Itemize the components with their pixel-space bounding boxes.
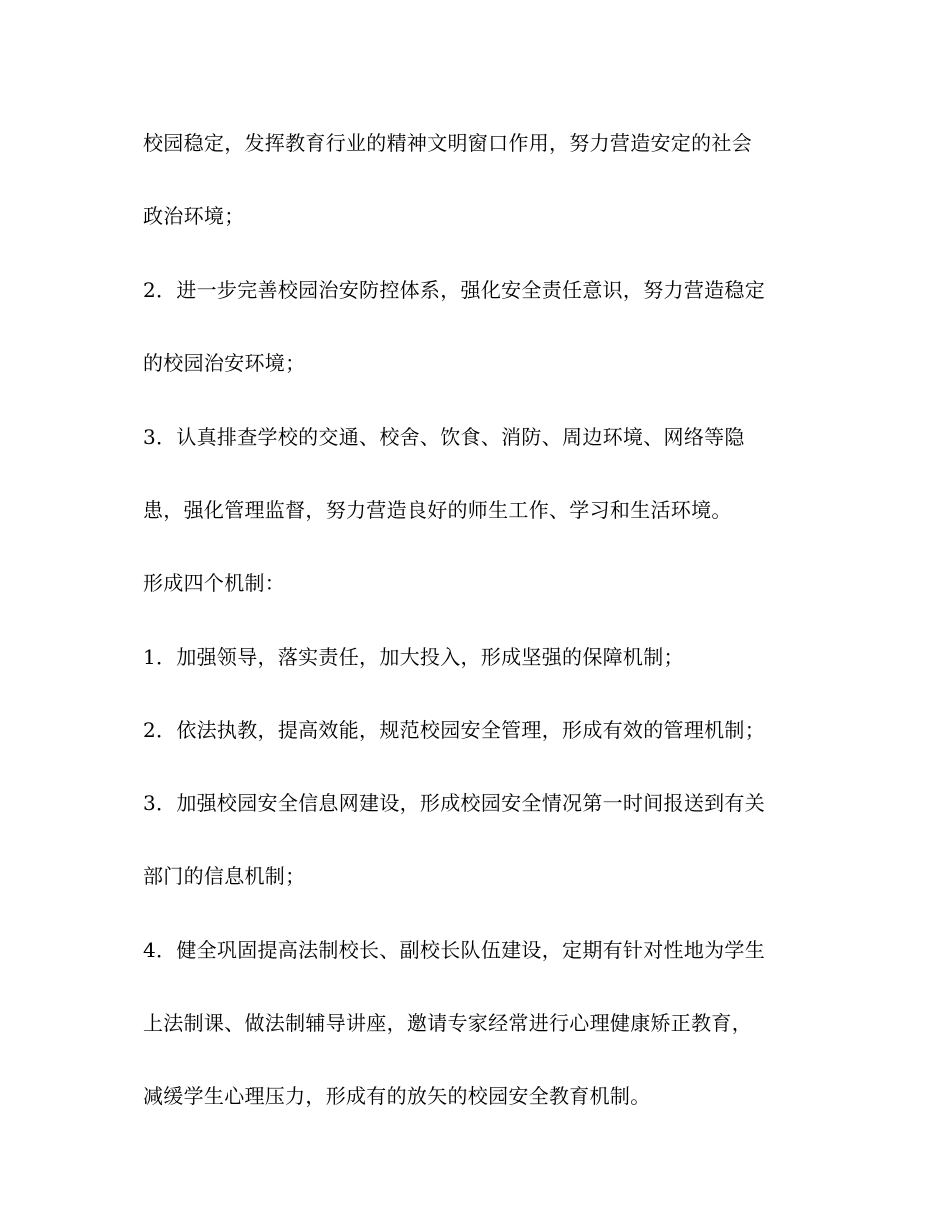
text-line: 患，强化管理监督，努力营造良好的师生工作、学习和生活环境。 xyxy=(143,498,732,522)
text-line: 政治环境； xyxy=(143,204,245,228)
section-heading: 形成四个机制： xyxy=(143,571,286,595)
text-line: 4．健全巩固提高法制校长、副校长队伍建设，定期有针对性地为学生 xyxy=(143,938,766,962)
text-line: 2．进一步完善校园治安防控体系，强化安全责任意识，努力营造稳定 xyxy=(143,278,766,302)
text-line: 1．加强领导，落实责任，加大投入，形成坚强的保障机制； xyxy=(143,645,684,669)
text-line: 的校园治安环境； xyxy=(143,351,306,375)
text-line: 2．依法执教，提高效能，规范校园安全管理，形成有效的管理机制； xyxy=(143,718,766,742)
text-line: 减缓学生心理压力，形成有的放矢的校园安全教育机制。 xyxy=(143,1084,651,1108)
text-line: 3．加强校园安全信息网建设，形成校园安全情况第一时间报送到有关 xyxy=(143,791,766,815)
text-line: 校园稳定，发挥教育行业的精神文明窗口作用，努力营造安定的社会 xyxy=(143,131,752,155)
text-line: 上法制课、做法制辅导讲座，邀请专家经常进行心理健康矫正教育， xyxy=(143,1011,752,1035)
text-line: 部门的信息机制； xyxy=(143,864,306,888)
text-line: 3．认真排查学校的交通、校舍、饮食、消防、周边环境、网络等隐 xyxy=(143,425,745,449)
